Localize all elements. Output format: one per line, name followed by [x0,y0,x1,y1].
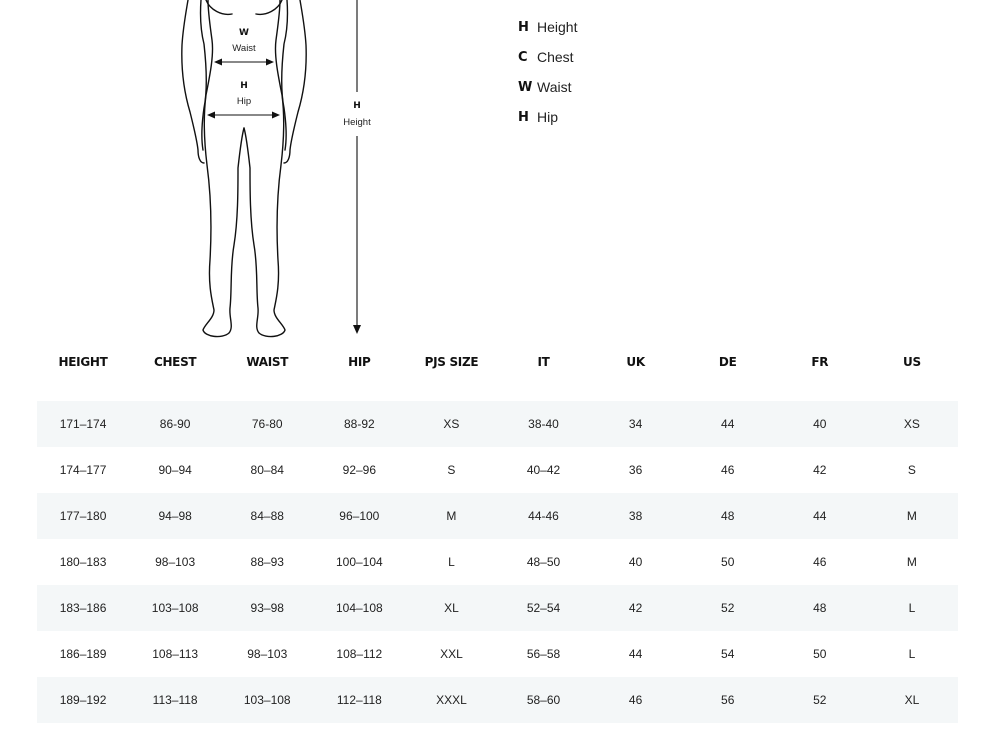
legend-letter: C [518,49,528,65]
hip-label: Hip [236,96,252,107]
table-cell: 46 [590,677,682,723]
column-header-de: DE [718,355,737,369]
table-cell: 171–174 [37,401,129,447]
height-measure [343,0,371,334]
column-header-pjs-size: PJS SIZE [424,355,479,369]
table-cell: 40 [774,401,866,447]
waist-label: Waist [232,43,256,54]
table-cell: 177–180 [37,493,129,539]
table-cell: 34 [590,401,682,447]
table-cell: 92–96 [342,463,377,477]
table-row [37,401,958,447]
legend-letter: H [518,19,529,35]
table-cell: 52–54 [497,585,589,631]
column-header-chest: CHEST [153,355,197,369]
table-row [37,631,958,677]
table-cell: 52 [682,585,774,631]
table-cell: 183–186 [37,585,129,631]
waist-measure [214,28,274,66]
table-cell: 113–118 [129,677,221,723]
table-header-row [37,340,958,384]
table-cell: 58–60 [497,677,589,723]
table-cell: XXL [440,647,463,661]
legend-letter: W [518,79,533,95]
column-header-uk: UK [626,355,645,369]
table-cell: 38 [590,493,682,539]
size-chart-table [37,340,958,723]
table-cell: XXXL [405,677,497,723]
table-cell: XL [866,677,958,723]
table-cell: 52 [774,677,866,723]
table-cell: 42 [813,463,827,477]
table-cell: S [447,463,456,477]
table-cell: 56–58 [526,647,561,661]
legend-label: Chest [537,49,574,65]
table-cell: 103–108 [221,677,313,723]
table-cell: 93–98 [221,585,313,631]
table-cell: 103–108 [129,585,221,631]
table-cell: 90–94 [158,463,192,477]
table-cell: 104–108 [313,585,405,631]
table-cell: M [405,493,497,539]
table-cell: 88-92 [313,401,405,447]
table-row [37,539,958,585]
table-cell: L [866,585,958,631]
table-cell: 100–104 [335,555,383,569]
waist-letter: W [239,28,249,38]
table-cell: 186–189 [59,647,107,661]
table-cell: 98–103 [155,555,196,569]
column-header-us: US [903,355,921,369]
table-cell: 48 [682,493,774,539]
table-cell: 56 [682,677,774,723]
table-cell: XL [405,585,497,631]
table-cell: 44 [682,401,774,447]
table-cell: 189–192 [37,677,129,723]
table-cell: 86-90 [129,401,221,447]
legend-letter: H [518,109,529,125]
column-header-it: IT [537,355,550,369]
table-cell: 80–84 [250,463,284,477]
height-label: Height [343,117,371,128]
table-cell: XS [866,401,958,447]
table-cell: 46 [721,463,735,477]
height-letter: H [353,101,361,111]
table-cell: 48 [774,585,866,631]
table-cell: L [908,647,916,661]
legend-label: Waist [537,79,572,95]
table-cell: M [866,493,958,539]
table-body [37,384,958,723]
table-cell: L [448,555,455,569]
body-measurement-figure [0,0,995,345]
table-cell: S [907,463,916,477]
column-header-fr: FR [811,355,829,369]
table-cell: 180–183 [59,555,107,569]
legend-label: Height [537,19,578,35]
column-header-waist: WAIST [246,355,289,369]
table-cell: 36 [628,463,643,477]
table-row [37,677,958,723]
table-cell: 54 [721,647,735,661]
table-cell: 46 [813,555,827,569]
table-cell: 50 [721,555,735,569]
column-header-hip: HIP [348,355,371,369]
legend-item-hip [518,102,577,132]
table-cell: 108–113 [152,647,199,661]
legend-label: Hip [537,109,559,125]
table-cell: 44 [774,493,866,539]
table-cell: 40–42 [526,463,561,477]
table-row [37,447,958,493]
table-cell: 48–50 [526,555,561,569]
table-cell: 88–93 [250,555,284,569]
table-cell: 38-40 [497,401,589,447]
table-cell: 42 [590,585,682,631]
column-header-height: HEIGHT [58,355,108,369]
table-cell: 96–100 [313,493,405,539]
table-cell: 94–98 [129,493,221,539]
table-cell: 44-46 [497,493,589,539]
table-row [37,493,958,539]
table-cell: 44 [628,647,643,661]
table-cell: M [906,555,917,569]
hip-measure [207,81,280,119]
table-cell: 98–103 [247,647,288,661]
table-cell: 50 [813,647,827,661]
hip-letter: H [240,81,248,91]
table-cell: 112–118 [313,677,405,723]
table-cell: XS [405,401,497,447]
table-cell: 76-80 [221,401,313,447]
measurement-legend [518,12,577,132]
table-cell: 174–177 [59,463,107,477]
table-row [37,585,958,631]
table-cell: 108–112 [336,647,383,661]
legend-item-chest [518,42,577,72]
table-cell: 40 [628,555,643,569]
legend-item-waist [518,72,577,102]
legend-item-height [518,12,577,42]
table-cell: 84–88 [221,493,313,539]
